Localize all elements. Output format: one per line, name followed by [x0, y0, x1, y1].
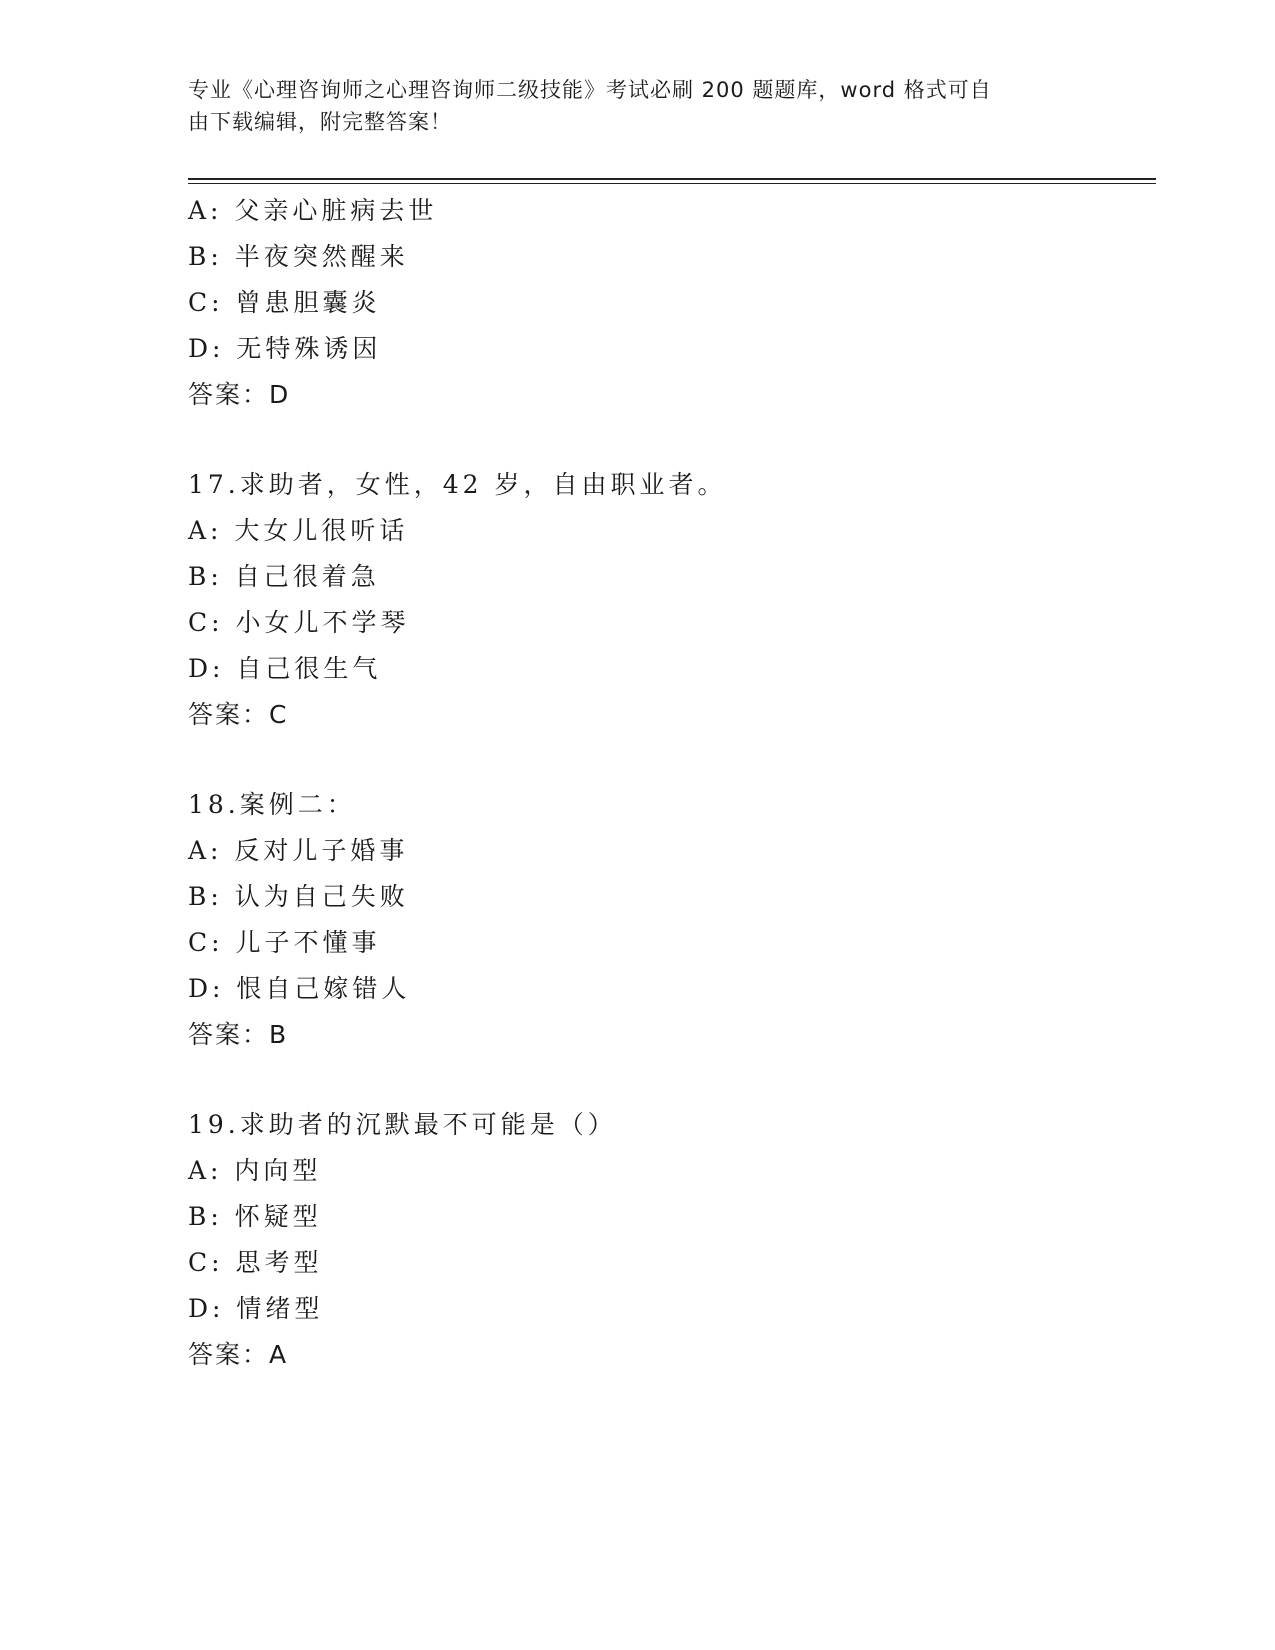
option-d: D: 情绪型 — [188, 1294, 324, 1323]
question-list — [188, 188, 1148, 1378]
option-b: B: 怀疑型 — [188, 1202, 322, 1231]
option-b: B: 认为自己失败 — [188, 882, 409, 911]
option-d: D: 自己很生气 — [188, 654, 382, 683]
option-d: D: 无特殊诱因 — [188, 334, 382, 363]
question-block — [188, 1102, 1148, 1378]
option-c: C: 儿子不懂事 — [188, 928, 381, 957]
answer-line: 答案：A — [188, 1340, 289, 1369]
header-line-1: 专业《心理咨询师之心理咨询师二级技能》考试必刷 200 题题库，word 格式可自 — [188, 78, 992, 102]
option-c: C: 小女儿不学琴 — [188, 608, 410, 637]
option-a: A: 父亲心脏病去世 — [188, 196, 438, 225]
question-block — [188, 188, 1148, 418]
question-stem: 19.求助者的沉默最不可能是（） — [188, 1110, 617, 1139]
question-block — [188, 782, 1148, 1058]
option-a: A: 反对儿子婚事 — [188, 836, 409, 865]
answer-line: 答案：D — [188, 380, 291, 409]
answer-line: 答案：C — [188, 700, 289, 729]
option-a: A: 大女儿很听话 — [188, 516, 409, 545]
option-d: D: 恨自己嫁错人 — [188, 974, 411, 1003]
question-stem: 18.案例二： — [188, 790, 356, 819]
option-b: B: 自己很着急 — [188, 562, 380, 591]
answer-line: 答案：B — [188, 1020, 289, 1049]
header-line-2: 由下载编辑，附完整答案！ — [188, 110, 452, 134]
header-rule-thin — [188, 183, 1156, 184]
document-header — [188, 74, 1068, 138]
header-rule-thick — [188, 178, 1156, 180]
option-c: C: 曾患胆囊炎 — [188, 288, 381, 317]
question-block — [188, 462, 1148, 738]
question-stem: 17.求助者，女性，42 岁，自由职业者。 — [188, 470, 727, 499]
option-c: C: 思考型 — [188, 1248, 323, 1277]
option-a: A: 内向型 — [188, 1156, 322, 1185]
option-b: B: 半夜突然醒来 — [188, 242, 409, 271]
